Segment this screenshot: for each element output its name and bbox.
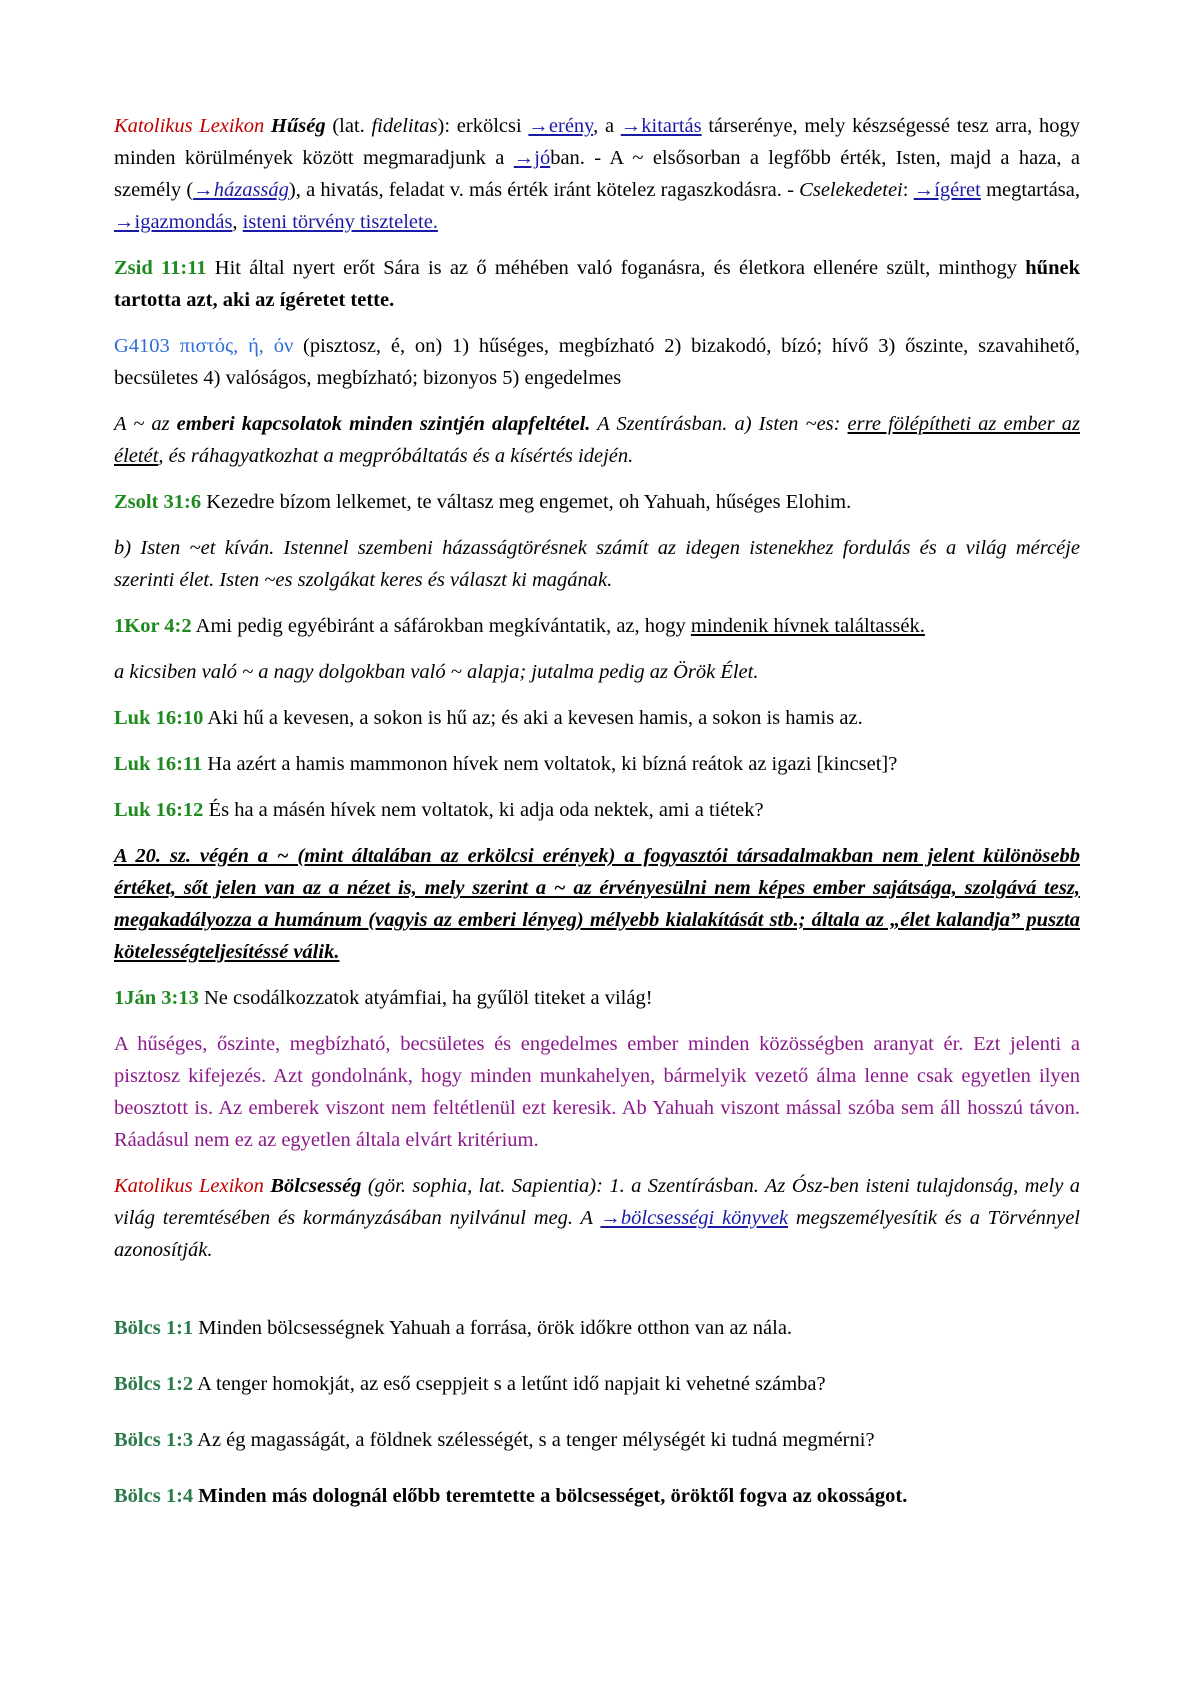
verse-reference: 1Ján 3:13 [114,987,199,1009]
strongs-reference: G4103 πιστός, ή, όν [114,335,294,357]
verse-bolcs-1-2: Bölcs 1:2 A tenger homokját, az eső cseppjeit s a letűnt idő napjait ki vehetné számba? [114,1373,826,1395]
link-hazassag[interactable]: →házasság [193,179,289,201]
verse-bolcs-1-1: Bölcs 1:1 Minden bölcsességnek Yahuah a forrása, örök időkre otthon van az nála. [114,1317,793,1339]
commentary-paragraph: A hűséges, őszinte, megbízható, becsületes és engedelmes ember minden közösségben aranyat ér. Ezt jelenti a pisztosz kifejezés. Azt gondolnánk, hogy minden munkahelyen, bármelyik vezető álma lenne csak egyetlen ilyen beosztott is. Az emberek viszont nem feltétlenül ezt keresik. Ab Yahuah viszont mással szóba sem áll hosszú távon. Ráadásul nem ez az egyetlen általa elvárt kritérium. [114,1033,1080,1151]
source-label: Katolikus Lexikon [114,1175,264,1197]
verse-luk-16-10: Luk 16:10 Aki hű a kevesen, a sokon is hű az; és aki a kevesen hamis, a sokon is hamis az. [114,707,863,729]
verse-reference: Luk 16:12 [114,799,204,821]
paragraph-kicsiben: a kicsiben való ~ a nagy dolgokban való ~ alapja; jutalma pedig az Örök Élet. [114,661,759,683]
verse-bolcs-1-4: Bölcs 1:4 Minden más dolognál előbb teremtette a bölcsességet, öröktől fogva az okosságot. [114,1485,908,1507]
paragraph-bolcsesseg-definition: Katolikus Lexikon Bölcsesség (gör. sophia, lat. Sapientia): 1. a Szentírásban. Az Ósz-ben isteni tulajdonság, mely a világ teremtésében és kormányzásában nyilvánul meg. A →bölcsességi könyvek megszemélyesítik és a Törvénnyel azonosítják. [114,1175,1080,1261]
verse-reference: Bölcs 1:4 [114,1485,194,1507]
link-igazmondas[interactable]: →igazmondás [114,211,233,233]
link-torveny-tisztelete[interactable]: isteni törvény tisztelete. [242,211,438,233]
link-bolcsessegi-konyvek[interactable]: →bölcsességi könyvek [600,1207,789,1229]
verse-reference: Luk 16:10 [114,707,204,729]
document-page [114,110,1080,1536]
verse-reference: Bölcs 1:3 [114,1429,194,1451]
verse-reference: Zsolt 31:6 [114,491,202,513]
verse-reference: Bölcs 1:2 [114,1373,194,1395]
verse-reference: Zsid 11:11 [114,257,207,279]
link-igeret[interactable]: →ígéret [913,179,981,201]
verse-reference: Luk 16:11 [114,753,203,775]
verse-luk-16-11: Luk 16:11 Ha azért a hamis mammonon hívek nem voltatok, ki bízná reátok az igazi [kincset]? [114,753,898,775]
verse-zsolt-31-6: Zsolt 31:6 Kezedre bízom lelkemet, te váltasz meg engemet, oh Yahuah, hűséges Elohim. [114,491,852,513]
paragraph-huseg-definition: Katolikus Lexikon Hűség (lat. fidelitas): erkölcsi →erény, a →kitartás társerénye, mely készségessé tesz arra, hogy minden körülmények között megmaradjunk a →jóban. - A ~ elsősorban a legfőbb érték, Isten, majd a haza, a személy (→házasság), a hivatás, feladat v. más érték iránt kötelez ragaszkodásra. - Cselekedetei: →ígéret megtartása, →igazmondás, isteni törvény tisztelete. [114,115,1080,233]
link-ereny[interactable]: →erény [528,115,594,137]
verse-reference: Bölcs 1:1 [114,1317,194,1339]
source-label: Katolikus Lexikon [114,115,265,137]
entry-headword: Bölcsesség [270,1175,362,1197]
paragraph-20-szazad: A 20. sz. végén a ~ (mint általában az erkölcsi erények) a fogyasztói társadalmakban nem jelent különösebb értéket, sőt jelen van az a nézet is, mely szerint a ~ az érvényesülni nem képes ember sajátsága, szolgává tesz, megakadályozza a humánum (vagyis az emberi lényeg) mélyebb kialakítását stb.; általa az „élet kalandja” puszta kötelességteljesítéssé válik. [114,845,1080,963]
strongs-entry: G4103 πιστός, ή, όν (pisztosz, é, on) 1) hűséges, megbízható 2) bizakodó, bízó; hívő 3) őszinte, szavahihető, becsületes 4) valóságos, megbízható; bizonyos 5) engedelmes [114,335,1080,389]
paragraph-alapfeltetel: A ~ az emberi kapcsolatok minden szintjén alapfeltétel. A Szentírásban. a) Isten ~es: erre fölépítheti az ember az életét, és ráhagyatkozhat a megpróbáltatás és a kísértés idején. [114,413,1080,467]
verse-luk-16-12: Luk 16:12 És ha a másén hívek nem voltatok, ki adja oda nektek, ami a tiétek? [114,799,764,821]
verse-1kor-4-2: 1Kor 4:2 Ami pedig egyébiránt a sáfárokban megkívántatik, az, hogy mindenik hívnek találtassék. [114,615,925,637]
entry-headword: Hűség [270,115,326,137]
verse-bolcs-1-3: Bölcs 1:3 Az ég magasságát, a földnek szélességét, s a tenger mélységét ki tudná megmérni? [114,1429,875,1451]
paragraph-isten-kivan: b) Isten ~et kíván. Istennel szembeni házasságtörésnek számít az idegen istenekhez fordulás és a világ mércéje szerinti élet. Isten ~es szolgákat keres és választ ki magának. [114,537,1080,591]
verse-zsid-11-11: Zsid 11:11 Hit által nyert erőt Sára is az ő méhében való foganásra, és életkora ellenére szült, minthogy hűnek tartotta azt, aki az ígéretet tette. [114,257,1080,311]
link-kitartas[interactable]: →kitartás [620,115,702,137]
verse-1jan-3-13: 1Ján 3:13 Ne csodálkozzatok atyámfiai, ha gyűlöl titeket a világ! [114,987,653,1009]
verse-reference: 1Kor 4:2 [114,615,192,637]
link-jo[interactable]: →jó [513,147,551,169]
